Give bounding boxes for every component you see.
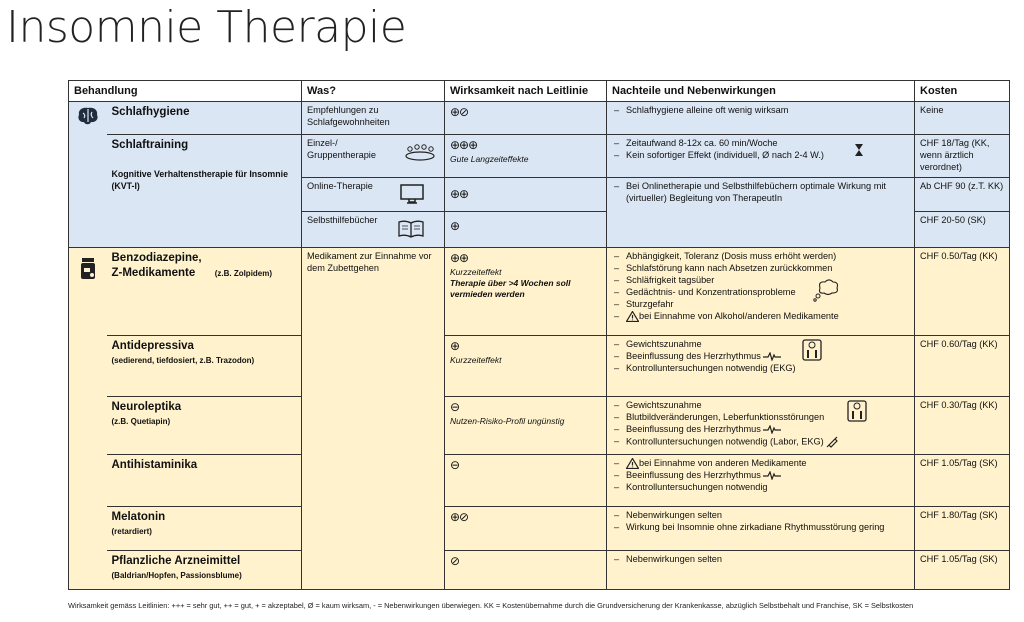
efficacy-symbols: ⊕⊘ [450, 105, 469, 120]
efficacy-symbols: ⊕ [450, 339, 460, 354]
efficacy-cell [445, 551, 607, 590]
list-item: – Schläfrigkeit tagsüber [612, 275, 909, 287]
treatment-name [107, 135, 302, 248]
efficacy-warning: Therapie über >4 Wochen soll vermieden werden [450, 277, 571, 299]
table-row [69, 102, 1010, 135]
costs-cell: CHF 20-50 (SK) [915, 212, 1010, 248]
what-label: Einzel-/ Gruppentherapie [307, 138, 376, 161]
side-effects-cell [607, 455, 915, 507]
what-cell [302, 178, 445, 212]
treatment-subtitle: (z.B. Zolpidem) [214, 269, 273, 279]
list-item [612, 436, 909, 448]
list-text: Beeinflussung des Herzrhythmus [626, 351, 761, 362]
side-effects-cell [607, 336, 915, 397]
efficacy-cell [445, 212, 607, 248]
treatment-title: Pflanzliche Arzneimittel [111, 555, 241, 568]
header-costs: Kosten [915, 81, 1010, 102]
efficacy-symbols: ⊘ [450, 554, 460, 569]
treatment-name [107, 397, 302, 455]
pill-bottle-icon [69, 248, 107, 590]
list-item: – Sturzgefahr [612, 299, 909, 311]
treatment-title: Neuroleptika [111, 401, 182, 414]
treatment-subtitle: (sedierend, tiefdosiert, z.B. Trazodon) [111, 356, 255, 366]
costs-cell: Ab CHF 90 (z.T. KK) [915, 178, 1010, 212]
treatment-subtitle: (Baldrian/Hopfen, Passionsblume) [111, 571, 242, 581]
table-row [69, 397, 1010, 455]
list-item: – Gedächtnis- und Konzentrationsprobleme [612, 287, 909, 299]
header-side-effects: Nachteile und Nebenwirkungen [607, 81, 915, 102]
list-item: – Wirkung bei Insomnie ohne zirkadiane Rhythmusstörung gering [612, 522, 909, 534]
treatment-title: Melatonin [111, 511, 166, 524]
table-row [69, 336, 1010, 397]
what-cell: Empfehlungen zu Schlafgewohnheiten [302, 102, 445, 135]
list-item: – Gewichtszunahme [612, 400, 909, 412]
table-row [69, 551, 1010, 590]
costs-cell: CHF 1.05/Tag (SK) [915, 551, 1010, 590]
list-item: – Kein sofortiger Effekt (individuell, Ø nach 2-4 W.) [612, 150, 909, 162]
list-text: bei Einnahme von anderen Medikamente [639, 458, 807, 469]
efficacy-note: Gute Langzeiteffekte [450, 153, 529, 164]
heartbeat-icon [763, 425, 781, 434]
syringe-icon [826, 436, 838, 448]
list-item [612, 458, 909, 470]
treatment-subtitle: (z.B. Quetiapin) [111, 417, 171, 427]
scale-icon [802, 339, 822, 361]
efficacy-cell [445, 178, 607, 212]
brain-icon [69, 102, 107, 248]
hourglass-icon [854, 143, 864, 157]
side-effects-cell [607, 248, 915, 336]
efficacy-symbols: ⊕⊕ [450, 187, 469, 202]
table-row [69, 455, 1010, 507]
list-text: Beeinflussung des Herzrhythmus [626, 470, 761, 481]
therapy-table [68, 80, 1010, 590]
list-item: – Schlafhygiene alleine oft wenig wirksam [612, 105, 909, 117]
heartbeat-icon [763, 471, 781, 480]
efficacy-symbols: ⊕⊕ [450, 251, 469, 266]
list-item [612, 311, 909, 323]
treatment-name [107, 507, 302, 551]
efficacy-symbols: ⊖ [450, 458, 460, 473]
treatment-title: Schlaftraining [111, 139, 189, 152]
group-icon [404, 143, 436, 161]
treatment-name: Antihistaminika [107, 455, 302, 507]
what-cell: Medikament zur Einnahme vor dem Zubettgehen [302, 248, 445, 590]
efficacy-symbols: ⊕⊕⊕ [450, 138, 478, 153]
treatment-subtitle: (retardiert) [111, 527, 152, 537]
side-effects-cell [607, 135, 915, 178]
what-cell [302, 212, 445, 248]
treatment-title: Benzodiazepine, Z-Medikamente [111, 252, 202, 280]
list-item: – Nebenwirkungen selten [612, 510, 909, 522]
table-row [69, 135, 1010, 178]
costs-cell: CHF 0.30/Tag (KK) [915, 397, 1010, 455]
footnote: Wirksamkeit gemäss Leitlinien: +++ = sehr gut, ++ = gut, + = akzeptabel, Ø = kaum wirksam, - = Nebenwirkungen überwiegen. KK = Kostenübernahme durch die Grundversicherung der Krankenkasse, abzüglich Selbstbehalt und Franchise, SK = Selbstkosten [68, 601, 914, 610]
list-item [612, 470, 909, 482]
header-treatment: Behandlung [69, 81, 302, 102]
list-item: – Kontrolluntersuchungen notwendig (EKG) [612, 363, 909, 375]
heartbeat-icon [763, 352, 781, 361]
list-text: Beeinflussung des Herzrhythmus [626, 424, 761, 435]
list-item [612, 424, 909, 436]
efficacy-note: Nutzen-Risiko-Profil ungünstig [450, 415, 565, 426]
header-what: Was? [302, 81, 445, 102]
side-effects-cell [607, 507, 915, 551]
what-label: Selbsthilfebücher [307, 215, 378, 226]
table-row [69, 507, 1010, 551]
costs-cell: CHF 18/Tag (KK, wenn ärztlich verordnet) [915, 135, 1010, 178]
list-item: – Gewichtszunahme [612, 339, 909, 351]
side-effects-cell [607, 397, 915, 455]
efficacy-symbols: ⊖ [450, 400, 460, 415]
treatment-name [107, 336, 302, 397]
efficacy-cell [445, 102, 607, 135]
monitor-icon [400, 184, 424, 204]
table-row [69, 248, 1010, 336]
treatment-name [107, 248, 302, 336]
list-item: – Schlafstörung kann nach Absetzen zurückkommen [612, 263, 909, 275]
header-efficacy: Wirksamkeit nach Leitlinie [445, 81, 607, 102]
list-item: – Nebenwirkungen selten [612, 554, 909, 566]
list-item: – Abhängigkeit, Toleranz (Dosis muss erhöht werden) [612, 251, 909, 263]
list-item [612, 351, 909, 363]
efficacy-cell [445, 455, 607, 507]
costs-cell: CHF 1.80/Tag (SK) [915, 507, 1010, 551]
book-icon [398, 220, 424, 238]
costs-cell: CHF 0.60/Tag (KK) [915, 336, 1010, 397]
treatment-subtitle: Kognitive Verhaltenstherapie für Insomnie (KVT-I) [111, 169, 288, 191]
efficacy-cell [445, 397, 607, 455]
efficacy-symbols: ⊕ [450, 219, 460, 234]
efficacy-cell [445, 336, 607, 397]
page-title: Insomnie Therapie [6, 2, 407, 53]
costs-cell: Keine [915, 102, 1010, 135]
treatment-name [107, 551, 302, 590]
list-item: – Kontrolluntersuchungen notwendig [612, 482, 909, 494]
list-item: – Bei Onlinetherapie und Selbsthilfebüchern optimale Wirkung mit (virtueller) Begleitung von TherapeutIn [612, 181, 909, 205]
efficacy-cell [445, 135, 607, 178]
treatment-name: Schlafhygiene [107, 102, 302, 135]
costs-cell: CHF 1.05/Tag (SK) [915, 455, 1010, 507]
efficacy-symbols: ⊕⊘ [450, 510, 469, 525]
efficacy-cell [445, 248, 607, 336]
table-header-row [69, 81, 1010, 102]
efficacy-cell [445, 507, 607, 551]
list-item: – Zeitaufwand 8-12x ca. 60 min/Woche [612, 138, 909, 150]
side-effects-cell [607, 102, 915, 135]
list-item: – Blutbildveränderungen, Leberfunktionsstörungen [612, 412, 909, 424]
treatment-title: Antidepressiva [111, 340, 194, 353]
thought-bubble-icon [812, 278, 840, 302]
what-label: Online-Therapie [307, 181, 373, 192]
list-text: bei Einnahme von Alkohol/anderen Medikamente [639, 310, 839, 321]
side-effects-cell [607, 178, 915, 248]
side-effects-cell [607, 551, 915, 590]
what-cell [302, 135, 445, 178]
warning-icon [626, 458, 639, 469]
costs-cell: CHF 0.50/Tag (KK) [915, 248, 1010, 336]
scale-icon [847, 400, 867, 422]
warning-icon [626, 311, 639, 322]
efficacy-note: Kurzzeiteffekt [450, 354, 502, 365]
list-text: Kontrolluntersuchungen notwendig (Labor, EKG) [626, 436, 824, 447]
efficacy-note: Kurzzeiteffekt [450, 266, 502, 277]
